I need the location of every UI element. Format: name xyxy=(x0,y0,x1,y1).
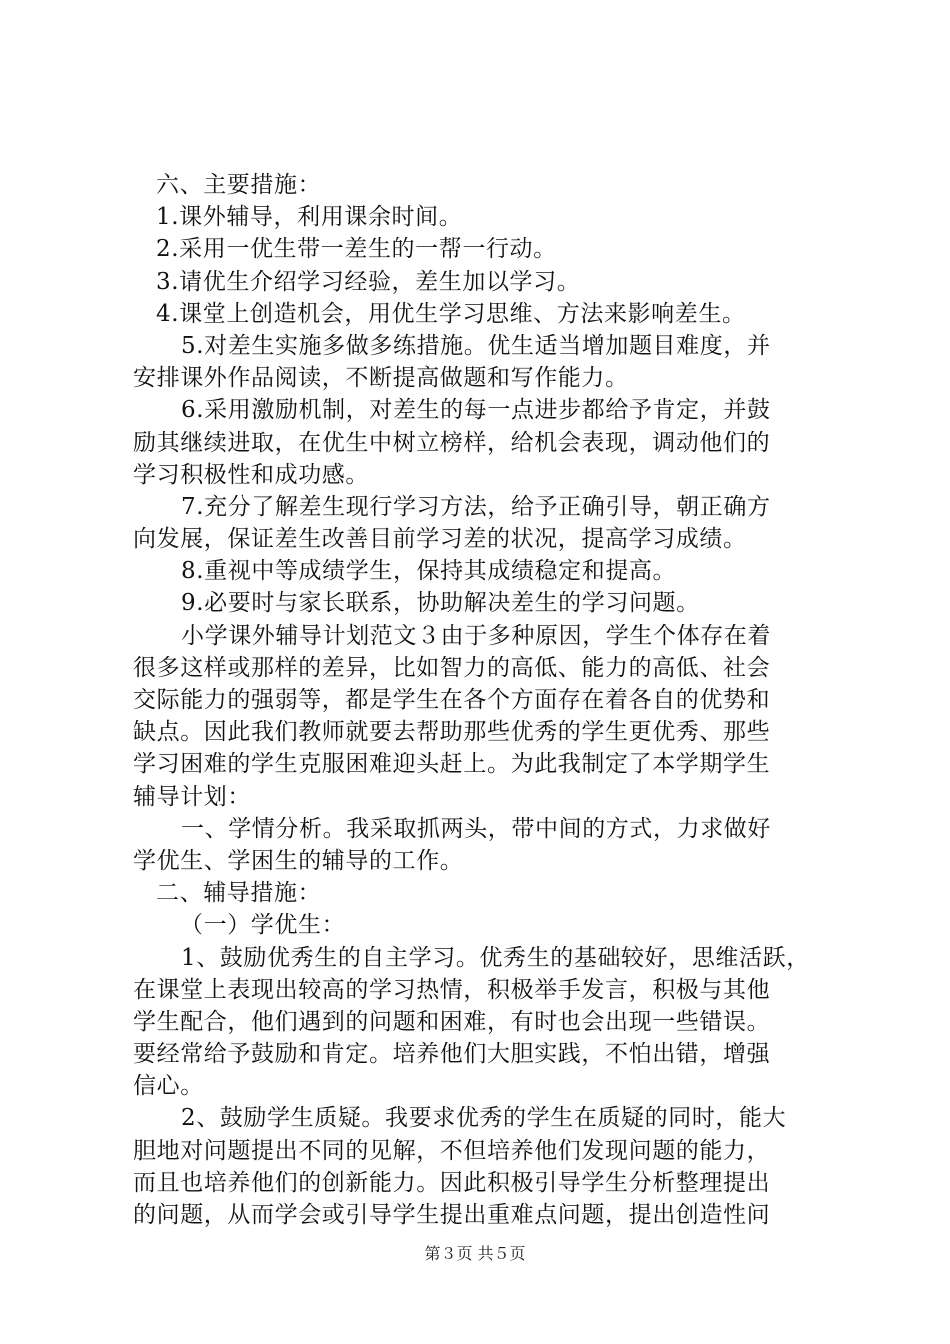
text-line: 学生配合，他们遇到的问题和困难，有时也会出现一些错误。 xyxy=(133,1008,771,1035)
text-line: 8.重视中等成绩学生，保持其成绩稳定和提高。 xyxy=(181,558,677,585)
text-line: 很多这样或那样的差异，比如智力的高低、能力的高低、社会 xyxy=(133,654,771,681)
text-line: 学习积极性和成功感。 xyxy=(133,461,369,488)
text-line: 7.充分了解差生现行学习方法，给予正确引导，朝正确方 xyxy=(181,493,771,520)
text-line: 1.课外辅导，利用课余时间。 xyxy=(156,204,463,231)
text-line: 交际能力的强弱等，都是学生在各个方面存在着各自的优势和 xyxy=(133,687,771,713)
subsection-heading: （一）学优生： xyxy=(180,912,346,939)
text-line: 学优生、学困生的辅导的工作。 xyxy=(133,847,464,874)
text-line: 2、鼓励学生质疑。我要求优秀的学生在质疑的同时，能大 xyxy=(181,1105,787,1132)
text-line: 1、鼓励优秀生的自主学习。优秀生的基础较好，思维活跃， xyxy=(181,944,810,971)
text-line: 9.必要时与家长联系，协助解决差生的学习问题。 xyxy=(181,590,700,617)
section-heading: 六、主要措施： xyxy=(156,172,322,198)
text-line: 要经常给予鼓励和肯定。培养他们大胆实践，不怕出错，增强 xyxy=(133,1041,771,1068)
text-line: 励其继续进取，在优生中树立榜样，给机会表现，调动他们的 xyxy=(133,429,771,456)
text-line: 信心。 xyxy=(133,1073,204,1100)
text-line: 而且也培养他们的创新能力。因此积极引导学生分析整理提出 xyxy=(133,1169,771,1196)
text-line: 6.采用激励机制，对差生的每一点进步都给予肯定，并鼓 xyxy=(181,397,771,424)
text-line: 缺点。因此我们教师就要去帮助那些优秀的学生更优秀、那些 xyxy=(133,719,771,746)
text-line: 3.请优生介绍学习经验，差生加以学习。 xyxy=(156,268,581,295)
text-line: 胆地对问题提出不同的见解，不但培养他们发现问题的能力， xyxy=(133,1137,771,1164)
text-line: 4.课堂上创造机会，用优生学习思维、方法来影响差生。 xyxy=(156,300,746,327)
text-line: 的问题，从而学会或引导学生提出重难点问题，提出创造性问 xyxy=(133,1202,771,1228)
text-line: 一、学情分析。我采取抓两头，带中间的方式，力求做好 xyxy=(181,815,771,842)
text-line: 5.对差生实施多做多练措施。优生适当增加题目难度，并 xyxy=(181,332,771,359)
text-line: 辅导计划： xyxy=(133,783,251,810)
page-number: 第３页 共５页 xyxy=(424,1244,526,1263)
document-body xyxy=(133,169,833,1231)
text-line: 向发展，保证差生改善目前学习差的状况，提高学习成绩。 xyxy=(133,526,747,553)
text-line: 2.采用一优生带一差生的一帮一行动。 xyxy=(156,236,557,263)
text-line: 安排课外作品阅读，不断提高做题和写作能力。 xyxy=(133,365,629,392)
text-line: 小学课外辅导计划范文３由于多种原因，学生个体存在着 xyxy=(181,622,771,649)
text-line: 学习困难的学生克服困难迎头赶上。为此我制定了本学期学生 xyxy=(133,751,771,778)
section-heading: 二、辅导措施： xyxy=(156,880,322,907)
text-line: 在课堂上表现出较高的学习热情，积极举手发言，积极与其他 xyxy=(133,976,771,1003)
